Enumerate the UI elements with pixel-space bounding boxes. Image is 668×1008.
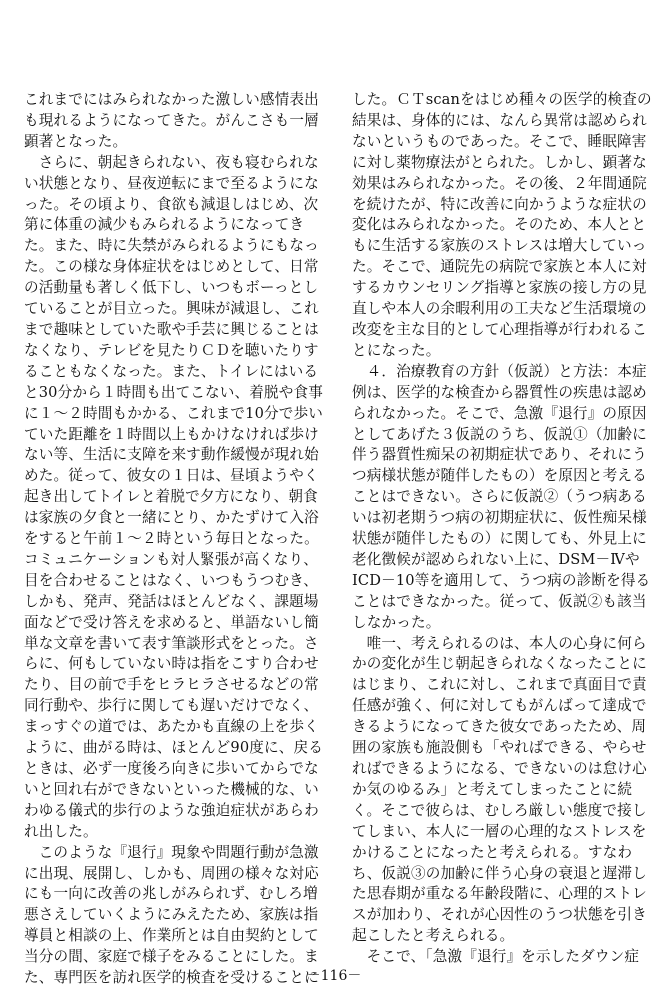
- paragraph-right-3: 唯一、考えられるのは、本人の心身に何らかの変化が生じ朝起きられなくなったことにはじまり、これに対し、これまで真面目で責任感が強く、何に対してもがんばって達成できるようになってきた彼女であったため、周囲の家族も施設側も「やればできる、やらせればできるようになる、できないのは怠け心か気のゆるみ」と考えてしまったことに続く。そこで彼らは、むしろ厳しい態度で接してしまい、本人に一層の心理的なストレスをかけることになったと考えられる。すなわち、仮説③の加齢に伴う心身の衰退と遅滞した思春期が重なる年齢段階に、心理的ストレスが加わり、それが心因性のうつ状態を引き起こしたと考えられる。: [352, 634, 647, 945]
- paragraph-right-2-section-heading: ４．治療教育の方針（仮説）と方法：本症例は、医学的な検査から器質性の疾患は認められなかった。そこで、急激『退行』の原因としてあげた３仮説のうち、仮説①（加齢に伴う器質性痴呆の初期症状であり、それにうつ病様状態が随伴したもの）を原因と考えることはできない。さらに仮説②（うつ病あるいは初老期うつ病の初期症状に、仮性痴呆様状態が随伴したもの）に関しても、外見上に老化徴候が認められない上に、DSM－ⅣやICD－10等を適用して、うつ病の診断を得ることはできなかった。従って、仮説②も該当しなかった。: [352, 362, 651, 631]
- paragraph-right-1: した。ＣＴscanをはじめ種々の医学的検査の結果は、身体的には、なんら異常は認められないというものであった。そこで、睡眠障害に対し薬物療法がとられた。しかし、顕著な効果はみられなかった。その後、２年間通院を続けたが、特に改善に向かうような症状の変化はみられなかった。そのため、本人とともに生活する家族のストレスは増大していった。そこで、通院先の病院で家族と本人に対するカウンセリング指導と家族の接し方の見直しや本人の余暇利用の工夫など生活環境の改変を主な目的として心理指導が行われることになった。: [352, 91, 652, 359]
- paragraph-right-4: そこで、「急激『退行』を示したダウン症: [366, 948, 640, 966]
- paragraph-left-1: これまでにはみられなかった激しい感情表出も現れるようになってきた。がんこさも一層顕著となった。: [24, 91, 319, 150]
- left-column: [24, 90, 324, 989]
- paragraph-left-2: さらに、朝起きられない、夜も寝むられない状態となり、昼夜逆転にまで至るようになった。その頃より、食欲も減退しはじめ、次第に体重の減少もみられるようになってきた。また、時に失禁がみられるようにもなった。この様な身体症状をはじめとして、日常の活動量も著しく低下し、いつもボーっとしていることが目立った。興味が減退し、これまで趣味としていた歌や手芸に興じることはなくなり、テレビを見たりＣＤを聴いたりすることもなくなった。また、トイレにはいると30分から１時間も出てこない、着脱や食事に１～２時間もかかる、これまで10分で歩いていた距離を１時間以上もかけなければ歩けない等、生活に支障を来す動作緩慢が現れ始めた。従って、彼女の１日は、昼頃ようやく起き出してトイレと着脱で夕方になり、朝食は家族の夕食と一緒にとり、かたずけて入浴をすると午前１～２時という毎日となった。コミュニケーションも対人緊張が高くなり、目を合わせることはなく、いつもうつむき、しかも、発声、発話はほとんどなく、課題場面などで受け答えを求めると、単語ないし簡単な文章を書いて表す筆談形式をとった。さらに、何もしていない時は指をこすり合わせたり、目の前で手をヒラヒラさせるなどの常同行動や、歩行に関しても遅いだけでなく、まっすぐの道では、あたかも直線の上を歩くように、曲がる時は、ほとんど90度に、戻るときは、必ず一度後ろ向きに歩いてからでないと回れ右ができないといった機械的な、いわゆる儀式的歩行のような強迫症状があらわれ出した。: [24, 153, 324, 840]
- paragraph-left-3: このような『退行』現象や問題行動が急激に出現、展開し、しかも、周囲の様々な対応にも一向に改善の兆しがみられず、むしろ増悪さえしていくようにみえたため、家族は指導員と相談の上、作業所とは自由契約として当分の間、家庭で様子をみることにした。また、専門医を訪れ医学的検査を受けることに: [24, 843, 319, 987]
- page-number: －116－: [306, 968, 362, 984]
- right-column: [352, 90, 652, 968]
